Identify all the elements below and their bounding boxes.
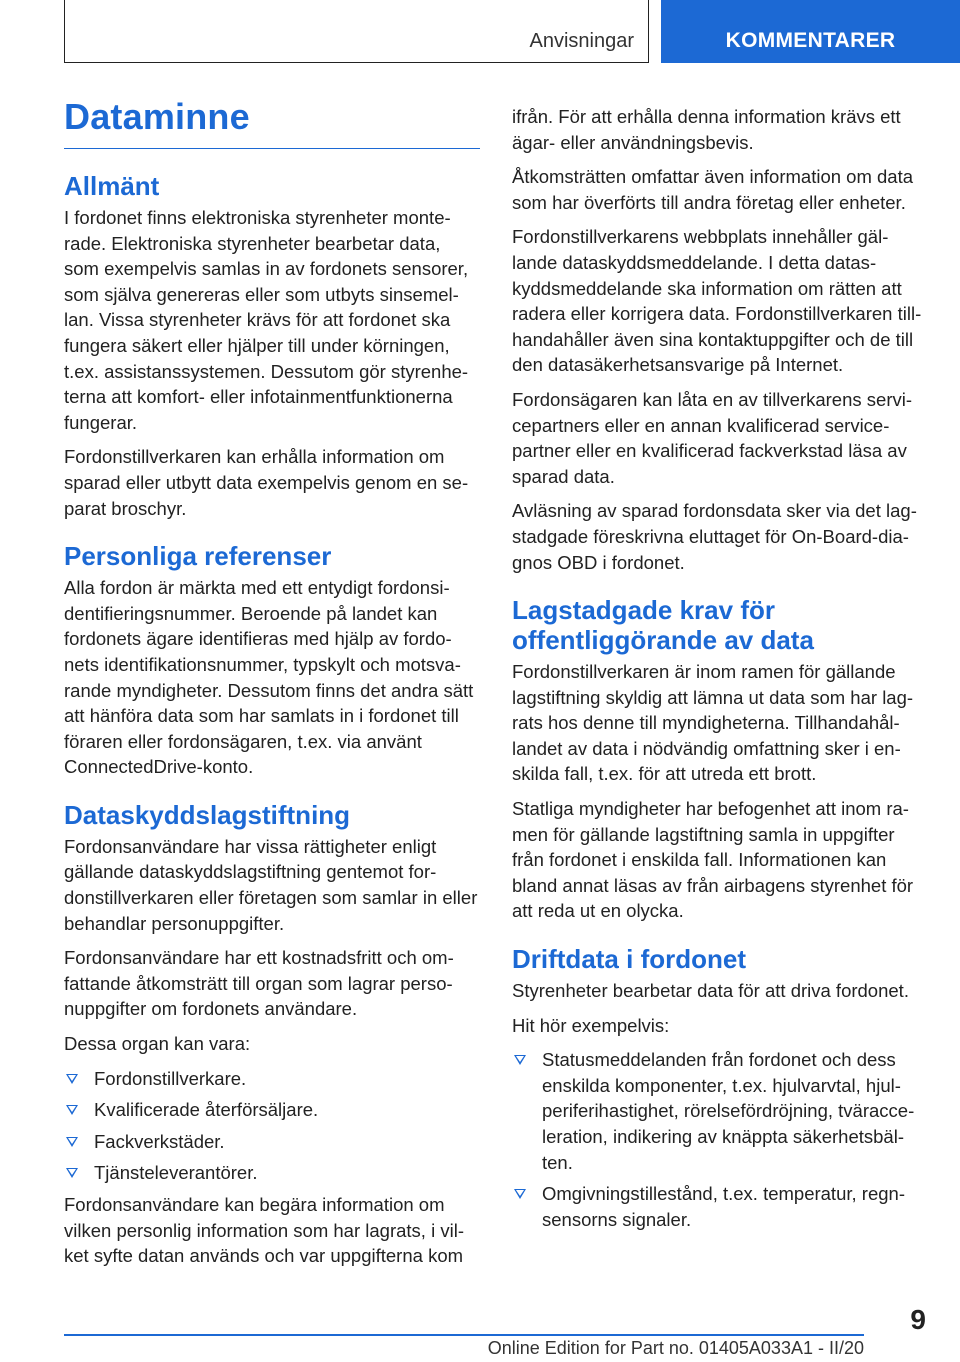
triangle-bullet-icon: [514, 1189, 526, 1199]
paragraph: Fordonsanvändare har vissa rättigheter enligt gällande dataskyddslagstiftning gentemot fordonstillverkaren eller företagen som samlar in eller behandlar personuppgifter.: [64, 835, 478, 934]
section-heading-dataskyddslagstiftning: Dataskyddslagstiftning: [64, 799, 351, 830]
organ-list: [64, 1066, 480, 1186]
right-column: [512, 104, 924, 1238]
list-item: [64, 1066, 480, 1092]
paragraph: Fordonsanvändare kan begära information om vilken personlig information som har lagrats, i vilket syfte datan används och var uppgifterna kom: [64, 1194, 464, 1267]
page-title: Dataminne: [64, 96, 480, 149]
list-item: [512, 1047, 924, 1175]
list-item: [64, 1160, 480, 1186]
list-item-text: Kvalificerade återförsäljare.: [94, 1099, 319, 1121]
list-item-text: Fackverkstäder.: [94, 1130, 225, 1152]
section-heading-allmant: Allmänt: [64, 171, 160, 201]
paragraph: Fordonsanvändare har ett kostnadsfritt och omfattande åtkomsträtt till organ som lagrar personuppgifter om fordonets användare.: [64, 947, 454, 1020]
list-item-text: Statusmeddelanden från fordonet och dess enskilda komponenter, t.ex. hjulvarvtal, hjulperiferihastighet, rörelsefördröjning, tväracceleration, indikering av knäppta säkerhetsbälten.: [542, 1049, 915, 1173]
paragraph: Styrenheter bearbetar data för att driva fordonet.: [512, 980, 909, 1002]
list-item-text: Fordonstillverkare.: [94, 1067, 247, 1089]
footer-divider: [64, 1334, 864, 1336]
paragraph: Fordonstillverkaren kan erhålla information om sparad eller utbytt data exempelvis genom en separat broschyr.: [64, 446, 469, 519]
driftdata-list: [512, 1047, 924, 1232]
paragraph: Åtkomsträtten omfattar även information om data som har överförts till andra företag eller enheter.: [512, 166, 914, 213]
list-item: [512, 1181, 924, 1232]
paragraph: Hit hör exempelvis:: [512, 1014, 670, 1036]
triangle-bullet-icon: [66, 1168, 78, 1178]
list-item-text: Tjänsteleverantörer.: [94, 1162, 258, 1184]
triangle-bullet-icon: [66, 1105, 78, 1115]
paragraph: Avläsning av sparad fordonsdata sker via det lagstadgade föreskrivna eluttaget för On-Board-diagnos OBD i fordonet.: [512, 500, 917, 573]
section-heading-personliga-referenser: Personliga referenser: [64, 541, 332, 572]
list-item-text: Omgivningstillestånd, t.ex. temperatur, regnsensorns signaler.: [542, 1183, 905, 1230]
triangle-bullet-icon: [514, 1055, 526, 1065]
tab-anvisningar[interactable]: Anvisningar: [529, 30, 634, 52]
paragraph: Alla fordon är märkta med ett entydigt fordonsidentifieringsnummer. Beroende på landet kan fordonets ägare identifieras med hjälp av fordonets identifikationsnummer, typskylt och motsvarande myndigheter. Dessutom finns det andra sätt att hänföra data som har samlats in i fordonet till föraren eller fordonsägaren, t.ex. via använt ConnectedDrive-konto.: [64, 577, 474, 778]
list-item: [64, 1129, 480, 1155]
left-column: [64, 96, 480, 1278]
paragraph: Statliga myndigheter har befogenhet att inom ramen för gällande lagstiftning samla in uppgifter från fordonet i enskilda fall. Informationen kan bland annat läsas av från airbagens styrenhet för att reda ut en olycka.: [512, 798, 914, 922]
triangle-bullet-icon: [66, 1137, 78, 1147]
page-number: 9: [910, 1304, 926, 1335]
header-tab-box: [64, 0, 649, 63]
paragraph: Dessa organ kan vara:: [64, 1033, 251, 1055]
paragraph: ifrån. För att erhålla denna information krävs ett ägar- eller användningsbevis.: [512, 106, 901, 153]
paragraph: Fordonstillverkarens webbplats innehåller gällande dataskyddsmeddelande. I detta dataskyddsmeddelande ska information om rätten att radera eller korrigera data. Fordonstillverkaren tillhandahåller även sina kontaktuppgifter och de till den datasäkerhetsansvarige på Internet.: [512, 226, 922, 376]
list-item: [64, 1097, 480, 1123]
section-heading-driftdata: Driftdata i fordonet: [512, 944, 746, 975]
kommentarer-button[interactable]: KOMMENTARER: [661, 0, 960, 63]
page-header: [0, 0, 960, 66]
edition-footer: Online Edition for Part no. 01405A033A1 - II/20: [487, 1338, 864, 1358]
section-heading-lagstadgade-krav: Lagstadgade krav för offentliggörande av data: [512, 595, 814, 656]
triangle-bullet-icon: [66, 1074, 78, 1084]
paragraph: Fordonstillverkaren är inom ramen för gällande lagstiftning skyldig att lämna ut data som har lagrats hos denne till myndigheterna. Tillhandahållandet av data i nödvändig omfattning sker i enskilda fall, t.ex. för att utreda ett brott.: [512, 661, 914, 785]
paragraph: I fordonet finns elektroniska styrenheter monterade. Elektroniska styrenheter bearbetar data, som exempelvis samlas in av fordonets sensorer, som själva genereras eller som utbyts sinsemellan. Vissa styrenheter krävs för att fordonet ska fungera säkert eller hjälper till under körningen, t.ex. assistanssystemen. Dessutom gör styrenheterna att komfort- eller infotainmentfunktionerna fungerar.: [64, 207, 469, 433]
paragraph: Fordonsägaren kan låta en av tillverkarens servicepartners eller en annan kvalificerad servicepartner eller en kvalificerad fackverkstad läsa av sparad data.: [512, 388, 913, 487]
